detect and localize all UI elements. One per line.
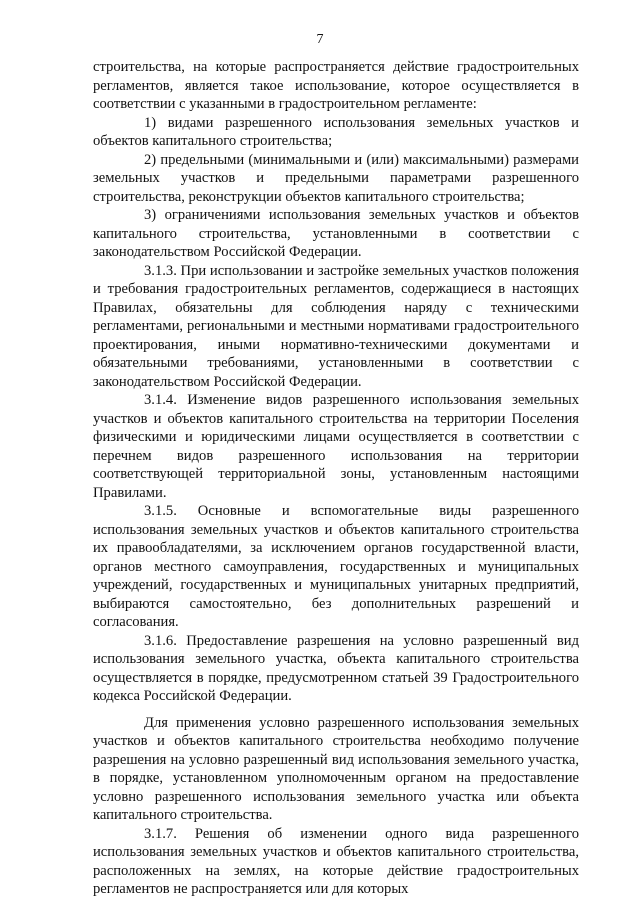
page-number: 7 <box>316 32 324 47</box>
paragraph-item-3: 3) ограничениями использования земельных участков и объектов капитального строительства, установленными в соответствии с законодательством Российской Федерации. <box>93 207 579 260</box>
paragraph-3-1-6: 3.1.6. Предоставление разрешения на условно разрешенный вид использования земельного участка, объекта капитального строительства осуществляется в порядке, предусмотренном статьей 39 Градостроительного кодекса Российской Федерации. <box>93 632 579 704</box>
paragraph-item-1: 1) видами разрешенного использования земельных участков и объектов капитального строительства; <box>93 114 579 149</box>
paragraph-3-1-3: 3.1.3. При использовании и застройке земельных участков положения и требования градостроительных регламентов, содержащиеся в настоящих Правилах, обязательны для соблюдения наряду с техническими регламентами, региональными и местными нормативами градостроительного проектирования, иными нормативно-техническими документами и обязательными требованиями, установленными в соответствии с законодательством Российской Федерации. <box>93 262 579 390</box>
paragraph-item-2: 2) предельными (минимальными и (или) максимальными) размерами земельных участков и предельными параметрами разрешенного строительства, реконструкции объектов капитального строительства; <box>93 151 579 205</box>
paragraph-3-1-7: 3.1.7. Решения об изменении одного вида разрешенного использования земельных участков и объектов капитального строительства, расположенных на землях, на которые действие градостроительных регламентов не распространяется или для которых <box>93 825 579 897</box>
paragraph-3-1-5: 3.1.5. Основные и вспомогательные виды разрешенного использования земельных участков и объектов капитального строительства их правообладателями, за исключением органов государственной власти, органов местного самоуправления, государственных и муниципальных учреждений, государственных и муниципальных унитарных предприятий, выбираются самостоятельно, без дополнительных разрешений и согласования. <box>93 503 579 630</box>
paragraph-conditional-use: Для применения условно разрешенного использования земельных участков и объектов капитального строительства необходимо получение разрешения на условно разрешенный вид использования земельного участка, в порядке, установленном уполномоченным органом на предоставление условно разрешенного использования земельного участка или объекта капитального строительства. <box>93 714 579 823</box>
document-body <box>93 58 579 899</box>
paragraph-3-1-4: 3.1.4. Изменение видов разрешенного использования земельных участков и объектов капитального строительства на территории Поселения физическими и юридическими лицами осуществляется в соответствии с перечнем видов разрешенного использования на территории соответствующей территориальной зоны, установленным настоящими Правилами. <box>93 392 579 501</box>
paragraph-continuation: строительства, на которые распространяется действие градостроительных регламентов, является такое использование, которое осуществляется в соответствии с указанными в градостроительном регламенте: <box>93 59 579 112</box>
